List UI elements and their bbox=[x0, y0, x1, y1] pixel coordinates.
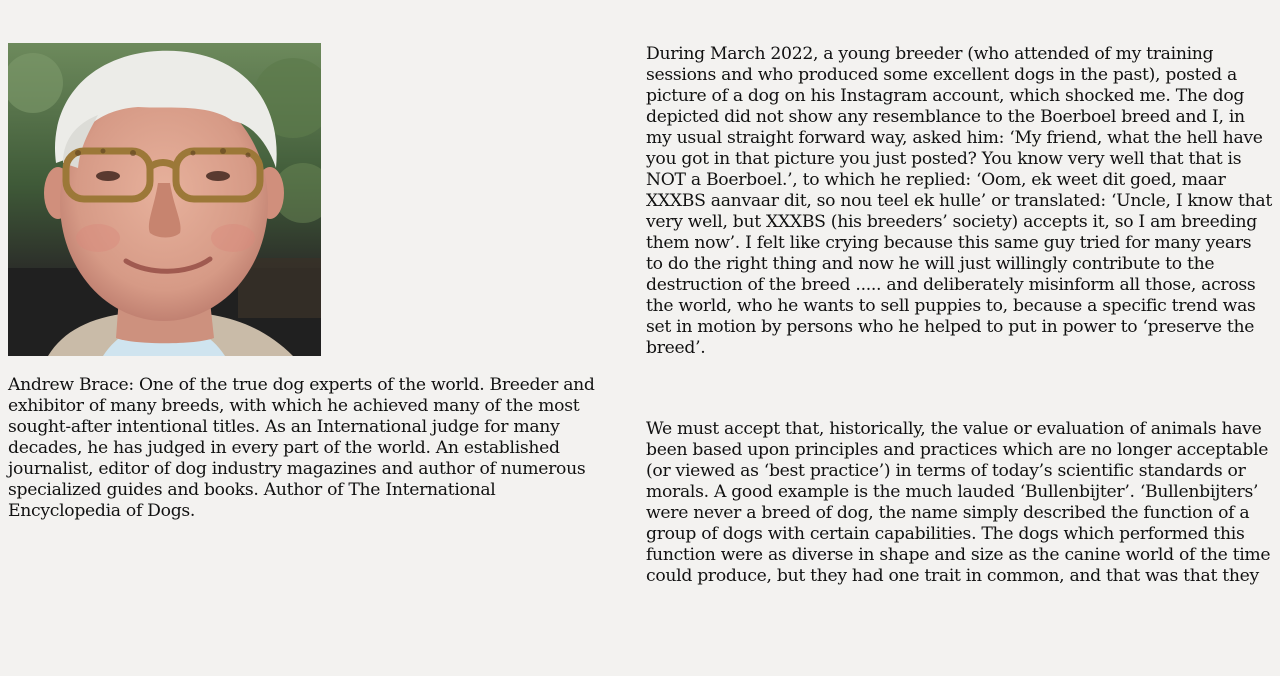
portrait-photo bbox=[8, 43, 321, 356]
article-paragraph-2: We must accept that, historically, the value or evaluation of animals have been based upon principles and practices which are no longer acceptable (or viewed as ‘best practice’) in terms of today’s scientific standards or morals. A good example is the much lauded ‘Bullenbijter’. ‘Bullenbijters’ were never a breed of dog, the name simply described the function of a group of dogs with certain capabilities. The dogs which performed this function were as diverse in shape and size as the canine world of the time could produce, but they had one trait in common, and that was that they bbox=[646, 419, 1271, 586]
portrait-photo-icon bbox=[8, 43, 321, 356]
article-paragraph-1: During March 2022, a young breeder (who attended of my training sessions and who produced some excellent dogs in the past), posted a picture of a dog on his Instagram account, which shocked me. The dog depicted did not show any resemblance to the Boerboel breed and I, in my usual straight forward way, asked him: ‘My friend, what the hell have you got in that picture you just posted? You know very well that that is NOT a Boerboel.’, to which he replied: ‘Oom, ek weet dit goed, maar XXXBS aanvaar dit, so nou teel ek hulle’ or translated: ‘Uncle, I know that very well, but XXXBS (his breeders’ society) accepts it, so I am breeding them now’. I felt like crying because this same guy tried for many years to do the right thing and now he will just willingly contribute to the destruction of the breed ..... and deliberately misinform all those, across the world, who he wants to sell puppies to, because a specific trend was set in motion by persons who he helped to put in power to ‘preserve the breed’. bbox=[646, 44, 1272, 358]
portrait-caption: Andrew Brace: One of the true dog experts of the world. Breeder and exhibitor of many breeds, with which he achieved many of the most sought-after intentional titles. As an International judge for many decades, he has judged in every part of the world. An established journalist, editor of dog industry magazines and author of numerous specialized guides and books. Author of The International Encyclopedia of Dogs. bbox=[8, 375, 595, 521]
